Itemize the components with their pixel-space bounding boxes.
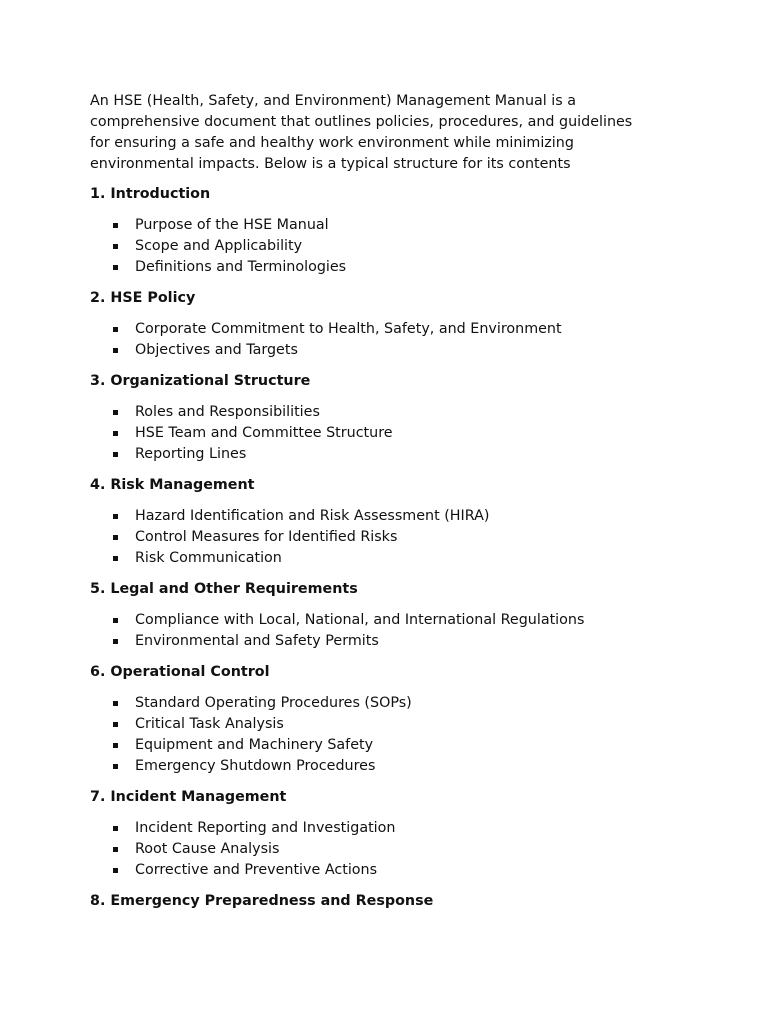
list-item — [90, 444, 690, 465]
section — [90, 475, 690, 569]
square-bullet-icon — [113, 847, 118, 852]
list-item-text: Emergency Shutdown Procedures — [135, 758, 376, 774]
list-item — [90, 257, 690, 278]
list-item — [90, 818, 690, 839]
bullet-list — [90, 506, 690, 569]
bullet-list — [90, 693, 690, 777]
section — [90, 184, 690, 278]
square-bullet-icon — [113, 514, 118, 519]
list-item — [90, 860, 690, 881]
list-item-text: Hazard Identification and Risk Assessment (HIRA) — [135, 508, 490, 524]
list-item — [90, 756, 690, 777]
section-heading: 6. Operational Control — [90, 664, 270, 680]
list-item-text: Risk Communication — [135, 550, 282, 566]
square-bullet-icon — [113, 868, 118, 873]
section — [90, 787, 690, 881]
list-item-text: Reporting Lines — [135, 446, 247, 462]
list-item-text: Purpose of the HSE Manual — [135, 217, 329, 233]
square-bullet-icon — [113, 348, 118, 353]
list-item-text: Scope and Applicability — [135, 238, 303, 254]
list-item — [90, 423, 690, 444]
list-item-text: Compliance with Local, National, and International Regulations — [135, 612, 585, 628]
intro-line: for ensuring a safe and healthy work environment while minimizing — [90, 135, 574, 151]
square-bullet-icon — [113, 701, 118, 706]
bullet-list — [90, 319, 690, 361]
intro-paragraph — [90, 91, 690, 175]
list-item-text: Standard Operating Procedures (SOPs) — [135, 695, 412, 711]
list-item — [90, 215, 690, 236]
list-item-text: Environmental and Safety Permits — [135, 633, 379, 649]
list-item-text: HSE Team and Committee Structure — [135, 425, 393, 441]
section — [90, 579, 690, 652]
list-item — [90, 319, 690, 340]
list-item-text: Corporate Commitment to Health, Safety, and Environment — [135, 321, 562, 337]
square-bullet-icon — [113, 410, 118, 415]
section — [90, 891, 690, 912]
list-item — [90, 402, 690, 423]
list-item — [90, 735, 690, 756]
list-item — [90, 631, 690, 652]
square-bullet-icon — [113, 452, 118, 457]
square-bullet-icon — [113, 722, 118, 727]
section-heading: 5. Legal and Other Requirements — [90, 581, 358, 597]
section — [90, 662, 690, 777]
list-item-text: Root Cause Analysis — [135, 841, 280, 857]
section-heading: 4. Risk Management — [90, 477, 255, 493]
square-bullet-icon — [113, 244, 118, 249]
square-bullet-icon — [113, 764, 118, 769]
section — [90, 288, 690, 361]
list-item-text: Corrective and Preventive Actions — [135, 862, 378, 878]
square-bullet-icon — [113, 826, 118, 831]
square-bullet-icon — [113, 639, 118, 644]
list-item-text: Roles and Responsibilities — [135, 404, 320, 420]
sections-container — [90, 184, 690, 912]
square-bullet-icon — [113, 743, 118, 748]
list-item — [90, 693, 690, 714]
bullet-list — [90, 402, 690, 465]
list-item-text: Objectives and Targets — [135, 342, 298, 358]
intro-line: comprehensive document that outlines policies, procedures, and guidelines — [90, 114, 633, 130]
square-bullet-icon — [113, 223, 118, 228]
square-bullet-icon — [113, 556, 118, 561]
intro-line: An HSE (Health, Safety, and Environment) Management Manual is a — [90, 93, 577, 109]
section — [90, 371, 690, 465]
section-heading: 8. Emergency Preparedness and Response — [90, 893, 434, 909]
list-item-text: Definitions and Terminologies — [135, 259, 347, 275]
square-bullet-icon — [113, 327, 118, 332]
section-heading: 3. Organizational Structure — [90, 373, 311, 389]
list-item — [90, 548, 690, 569]
intro-line: environmental impacts. Below is a typical structure for its contents — [90, 156, 571, 172]
section-heading: 7. Incident Management — [90, 789, 287, 805]
square-bullet-icon — [113, 618, 118, 623]
square-bullet-icon — [113, 265, 118, 270]
bullet-list — [90, 610, 690, 652]
list-item — [90, 236, 690, 257]
section-heading: 1. Introduction — [90, 186, 211, 202]
square-bullet-icon — [113, 535, 118, 540]
list-item — [90, 714, 690, 735]
list-item-text: Critical Task Analysis — [135, 716, 284, 732]
section-heading: 2. HSE Policy — [90, 290, 196, 306]
list-item-text: Control Measures for Identified Risks — [135, 529, 398, 545]
list-item — [90, 610, 690, 631]
list-item — [90, 527, 690, 548]
document-page — [90, 91, 690, 922]
bullet-list — [90, 215, 690, 278]
square-bullet-icon — [113, 431, 118, 436]
list-item — [90, 839, 690, 860]
list-item-text: Incident Reporting and Investigation — [135, 820, 396, 836]
bullet-list — [90, 818, 690, 881]
list-item — [90, 506, 690, 527]
list-item-text: Equipment and Machinery Safety — [135, 737, 374, 753]
list-item — [90, 340, 690, 361]
